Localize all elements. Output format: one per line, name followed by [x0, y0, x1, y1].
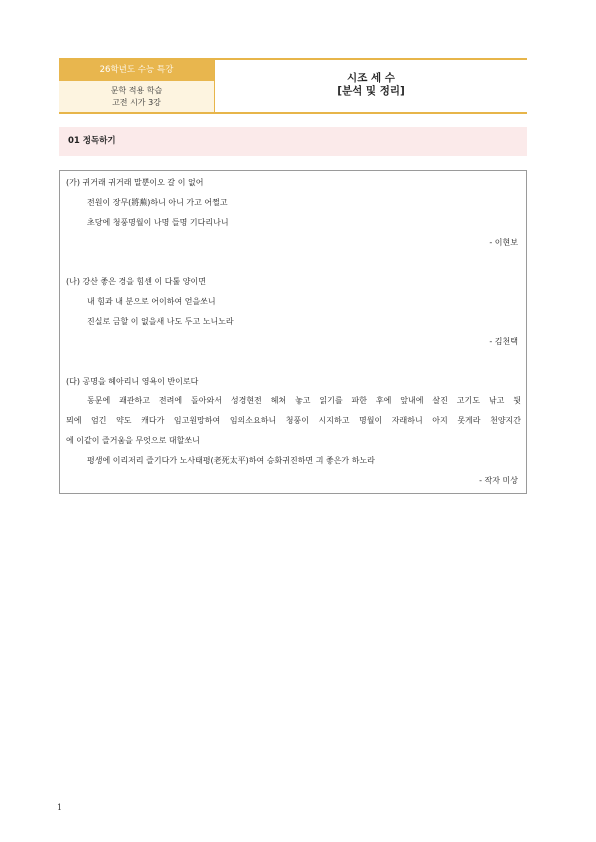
- subtitle-line-1: 문학 적용 학습: [110, 86, 163, 95]
- poem-na-line-3: 진실로 금할 이 없을새 나도 두고 노니노라: [87, 317, 234, 326]
- unit-header: [59, 58, 527, 114]
- poem-ga-line-3: 초당에 청풍명월이 나명 들명 기다리나니: [87, 218, 229, 227]
- poem-na-author: - 김천택: [489, 337, 518, 346]
- page-title: 시조 세 수: [347, 72, 395, 84]
- header-title-panel: [214, 60, 527, 112]
- section-heading: 01 정독하기: [59, 127, 527, 156]
- poem-da-line-2a: 동문에 괘관하고 전려에 돌아와서 성경현전 헤쳐 놓고 읽기를 파한 후에 앞내에 살진 고기도 낚고 뒷: [87, 396, 521, 405]
- page-number: 1: [57, 803, 63, 812]
- poem-na-line-2: 내 힘과 내 분으로 어이하여 얻을쏘니: [87, 297, 216, 306]
- poem-da-line-1: (다) 공명을 헤아리니 영욕이 반이로다: [66, 377, 199, 386]
- poem-ga-author: - 이현보: [489, 238, 518, 247]
- header-bottom-rule: [59, 112, 527, 114]
- poem-da-author: - 작자 미상: [479, 476, 518, 485]
- poem-ga-line-2: 전원이 장무(將蕪)하니 아니 가고 어쩔고: [87, 198, 228, 207]
- header-left-panel: [59, 60, 214, 112]
- subtitle-line-2: 고전 시가 3강: [112, 98, 161, 107]
- poem-da-line-2c: 에 이같이 즐거움을 무엇으로 대할쏘니: [66, 436, 200, 445]
- poem-na-line-1: (나) 강산 좋은 경을 힘센 이 다툴 양이면: [66, 277, 206, 286]
- course-subtitle: [59, 81, 214, 112]
- course-badge: 26학년도 수능 특강: [59, 60, 214, 81]
- poem-da-line-2b: 뫼에 엄긴 약도 캐다가 임고원망하여 임의소요하니 청풍이 시지하고 명월이 자래하니 아지 못게라 천양지간: [66, 416, 521, 425]
- poem-ga-line-1: (가) 귀거래 귀거래 말뿐이오 갈 이 없어: [66, 178, 204, 187]
- poem-text-box: [59, 170, 527, 494]
- poem-da-line-3: 평생에 이리저리 즐기다가 노사태평(老死太平)하여 승화귀진하면 긔 좋은가 하노라: [87, 456, 375, 465]
- page-subtitle: [분석 및 정리]: [337, 85, 405, 97]
